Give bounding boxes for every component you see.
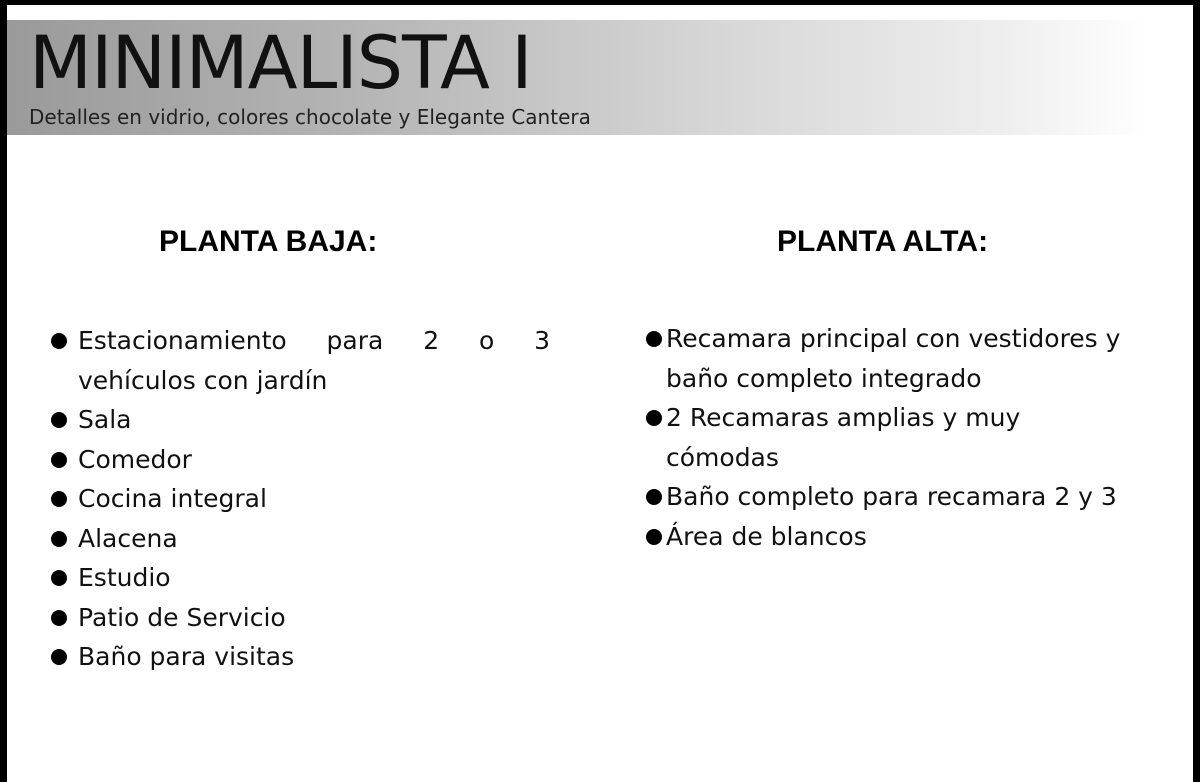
list-item [50,598,550,638]
bullet-icon [646,529,662,545]
list-item-text: Estacionamiento para 2 o 3 [78,326,550,355]
bullet-icon [51,570,67,586]
list-item [645,477,1165,517]
list-item-text: Baño completo para recamara 2 y 3 [666,482,1117,511]
bullet-icon [646,410,662,426]
planta-baja-list [50,321,550,677]
list-item-text: Estudio [78,563,171,592]
list-item-text: Alacena [78,523,178,553]
planta-alta-list [645,319,1165,556]
bullet-icon [51,610,67,626]
list-item [50,519,550,559]
list-item [50,637,550,677]
bullet-icon [51,333,67,349]
list-item-text: Sala [78,405,132,434]
bullet-icon [51,649,67,665]
list-item-text: Baño para visitas [78,642,295,671]
list-item-text: 2 Recamaras amplias y muy [666,403,1021,432]
list-item-text: Patio de Servicio [78,602,286,632]
bullet-icon [51,452,67,468]
list-item [50,479,550,519]
list-item [50,558,550,598]
bullet-icon [51,531,67,547]
planta-baja-heading: PLANTA BAJA: [159,225,378,258]
list-item [50,440,550,480]
bullet-icon [646,489,662,505]
list-item [50,400,550,440]
list-item [645,398,1165,477]
list-item-text: Comedor [78,444,192,474]
list-item-text: baño completo integrado [666,363,982,393]
list-item-text: Cocina integral [78,484,267,513]
bullet-icon [51,412,67,428]
list-item-text: cómodas [666,442,779,472]
slide [7,5,1193,782]
page-title: MINIMALISTA I [29,21,532,106]
list-item [645,517,1165,557]
list-item [645,319,1165,398]
planta-alta-heading: PLANTA ALTA: [777,225,989,258]
bullet-icon [51,491,67,507]
list-item-text: Área de blancos [666,521,867,551]
list-item-text: vehículos con jardín [78,365,328,395]
page-subtitle: Detalles en vidrio, colores chocolate y Elegante Cantera [29,105,591,129]
list-item-text: Recamara principal con vestidores y [666,324,1121,353]
list-item [50,321,550,400]
bullet-icon [646,331,662,347]
